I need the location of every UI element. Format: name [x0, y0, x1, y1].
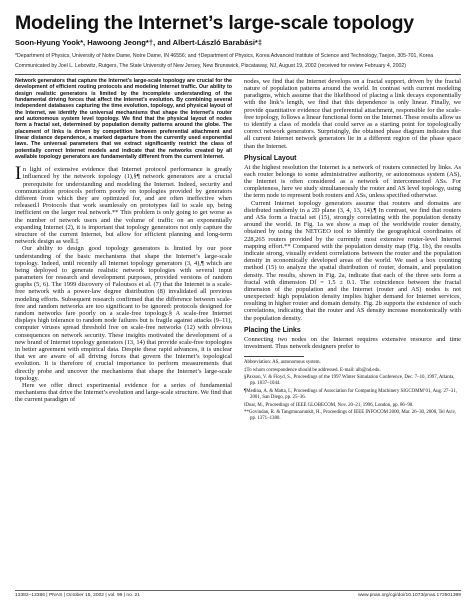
drop-cap: I	[15, 163, 22, 185]
doi-link[interactable]: www.pnas.org/cgi/doi/10.1073/pnas.172501399	[357, 593, 461, 598]
left-column	[15, 78, 232, 424]
article-page	[15, 12, 461, 600]
intro-paragraph-3: Here we offer direct experimental evidence for a series of fundamental mechanisms that drive the Internet’s evolution and large-scale structure. We find that the current paradigm of	[15, 381, 232, 404]
footnote-rule	[244, 356, 304, 357]
footnote: §Paxson, V. & Floyd, S., Proceedings of the 1997 Winter Simulation Conference, Dec. 7–10, 1997, Atlanta, pp. 1037–1044.	[244, 375, 455, 387]
footnote: ‡To whom correspondence should be addressed. E-mail: alb@nd.edu.	[244, 367, 381, 373]
footnote: Abbreviation: AS, autonomous system.	[244, 360, 321, 366]
intro-paragraph-1	[15, 163, 232, 246]
intro-paragraph-2: Our ability to design good topology generators is limited by our poor understanding of the basic mechanisms that shape the Internet’s large-scale topology. Indeed, until recently all Internet topology generators (3, 4),¶ which are being deployed to generate realistic network topologies with several input parameters for research and development purposes, provided versions of random graphs (5, 6). The 1999 discovery of Faloutsos et al. (7) that the Internet is a scale-free network with a power-law degree distribution (8) invalidated all previous modeling efforts. Subsequent research confirmed that the difference between scale-free and random networks are too significant to be ignored: protocols designed for random networks fare poorly on a scale-free topology.§ A scale-free Internet displays high tolerance to random node failures but is fragile against attacks (9–11), computer viruses spread threshold free on scale-free networks (12) with obvious consequences on network security. These insights motivated the development of a new brand of Internet topology generators (13, 14) that provide scale-free topologies in better agreement with empirical data. Despite these rapid advances, it is unclear that we are aware of all driving forces that govern the Internet’s topological evolution. It is therefore of crucial importance to perform measurements that directly probe and uncover the mechanisms that shape the Internet’s large-scale topology.	[15, 245, 232, 382]
affiliations: *Department of Physics, University of Notre Dame, Notre Dame, IN 46556; and †Department of Physics, Korea Advanced Institute of Science and Technology, Taejon, 305-701, Korea	[15, 53, 434, 59]
page-footer	[15, 590, 461, 598]
abstract: Network generators that capture the Internet’s large-scale topology are crucial for the development of efficient routing protocols and modeling Internet traffic. Our ability to design realistic generators is limited by the incomplete understanding of the fundamental driving forces that affect the Internet’s evolution. By combining several independent databases capturing the time evolution, topology, and physical layout of the Internet, we identify the universal mechanisms that shape the Internet’s router and autonomous system level topology. We find that the physical layout of nodes form a fractal set, determined by population density patterns around the globe. The placement of links is driven by competition between preferential attachment and linear distance dependence, a marked departure from the currently used exponential laws. The universal parameters that we extract significantly restrict the class of potentially correct Internet models and indicate that the networks created by all available topology generators are fundamentally different from the current Internet.	[15, 77, 232, 160]
author-list: Soon-Hyung Yook*, Hawoong Jeong*†, and Albert-László Barabási*‡	[15, 38, 263, 47]
continued-paragraph: nodes, we find that the Internet develops on a fractal support, driven by the fractal nature of population patterns around the world. In contrast with current modeling paradigms, which assume that the likelihood of placing a link decays exponentially with the link’s length, we find that this dependence is only linear. Finally, we provide quantitative evidence that preferential attachment, responsible for the scale-free topology, follows a linear functional form on the Internet. These results allow us to identify a class of models that could serve as a starting point for topologically correct network generators. Surprisingly, the obtained phase diagram indicates that all current Internet network generators lie in a different region of the phase space than the Internet.	[244, 77, 461, 150]
two-column-body	[15, 78, 461, 424]
placing-links-paragraph-1: Connecting two nodes on the Internet requires extensive resource and time investment. Thus network designers prefer to	[244, 335, 461, 350]
physical-layout-paragraph-2: Current Internet topology generators assume that routers and domains are distributed randomly in a 2D plane (3, 4, 13, 14).¶ In contrast, we find that routers and ASs form a fractal set (15), strongly correlating with the population density around the world. In Fig. 1a we show a map of the worldwide router density, obtained by using the NETGEO tool to identify the geographical coordinates of 228,265 routers provided by the currently most extensive router-level Internet mapping effort.** Compared with the population density map (Fig. 1b), the results indicate strong, visually evident correlations between the router and the population density in economically developed areas of the world. We used a box counting method (15) to analyze the spatial distribution of router, domain, and population density. The results, shown in Fig. 2a, indicate that each of the three sets form a fractal with dimension Df = 1.5 ± 0.1. The coincidence between the fractal dimension of the population and the Internet (router and AS) nodes is not unexpected: high population density implies higher demand for Internet services, resulting in higher router and domain density. Fig. 2b supports the existence of such correlations, indicating that the router and AS density increase monotonically with the population density.	[244, 199, 461, 322]
communicated-by: Communicated by Joel L. Lebowitz, Rutgers, The State University of New Jersey, New Brunswick, Piscataway, NJ, August 19, 2002 (received for review February 4, 2002)	[15, 63, 406, 70]
physical-layout-paragraph-1: At the highest resolution the Internet is a network of routers connected by links. As each router belongs to some administrative authority, or autonomous system (AS), the Internet is often considered as a network of interconnected ASs. For completeness, here we study simultaneously the router and AS level topology, using the term node to represent both routers and ASs, unless specified otherwise.	[244, 163, 461, 200]
footnotes	[244, 360, 461, 422]
article-title: Modeling the Internet’s large-scale topology	[15, 12, 414, 34]
section-heading-physical-layout: Physical Layout	[244, 154, 297, 162]
intro-paragraph-1-text: n light of extensive evidence that Internet protocol performance is greatly influenced by the network topology (1),§¶ network generators are a crucial prerequisite for understanding and modeling the Internet. Indeed, security and communication protocols perform poorly on topologies provided by generators different from which they are optimized for, and are often ineffective when released.‖ Protocols that work seamlessly on prototypes fail to scale up, being inefficient on the larger real network.** This problem is only going to get worse as the number of network users and the volume of traffic on an exponentially expanding Internet (2), it is important that topology generators not only capture the structure of the current Internet, but allow for efficient planning and long-term network design as well.‡	[15, 166, 232, 246]
footnote: ‖Doar, M., Proceedings of IEEE GLOBECOM, Nov. 20–21, 1996, London, pp. 86–90.	[244, 402, 414, 408]
footnote: ¶Medina, A. & Matta, I., Proceedings of Association for Computing Machinery SIGCOMM’01, Aug. 27–31, 2001, San Diego, pp. 25–36.	[244, 389, 457, 401]
journal-citation: 13382–13386 | PNAS | October 15, 2002 | vol. 99 | no. 21	[15, 593, 140, 598]
section-heading-placing-links: Placing the Links	[244, 326, 301, 334]
right-column	[244, 78, 461, 424]
footnote: **Govindan, R. & Tangmunarunkit, H., Proceedings of IEEE INFOCOM 2000, Mar. 26–30, 2000, Tel Aviv, pp. 1371–1380.	[244, 410, 456, 422]
header-rule	[15, 74, 461, 75]
